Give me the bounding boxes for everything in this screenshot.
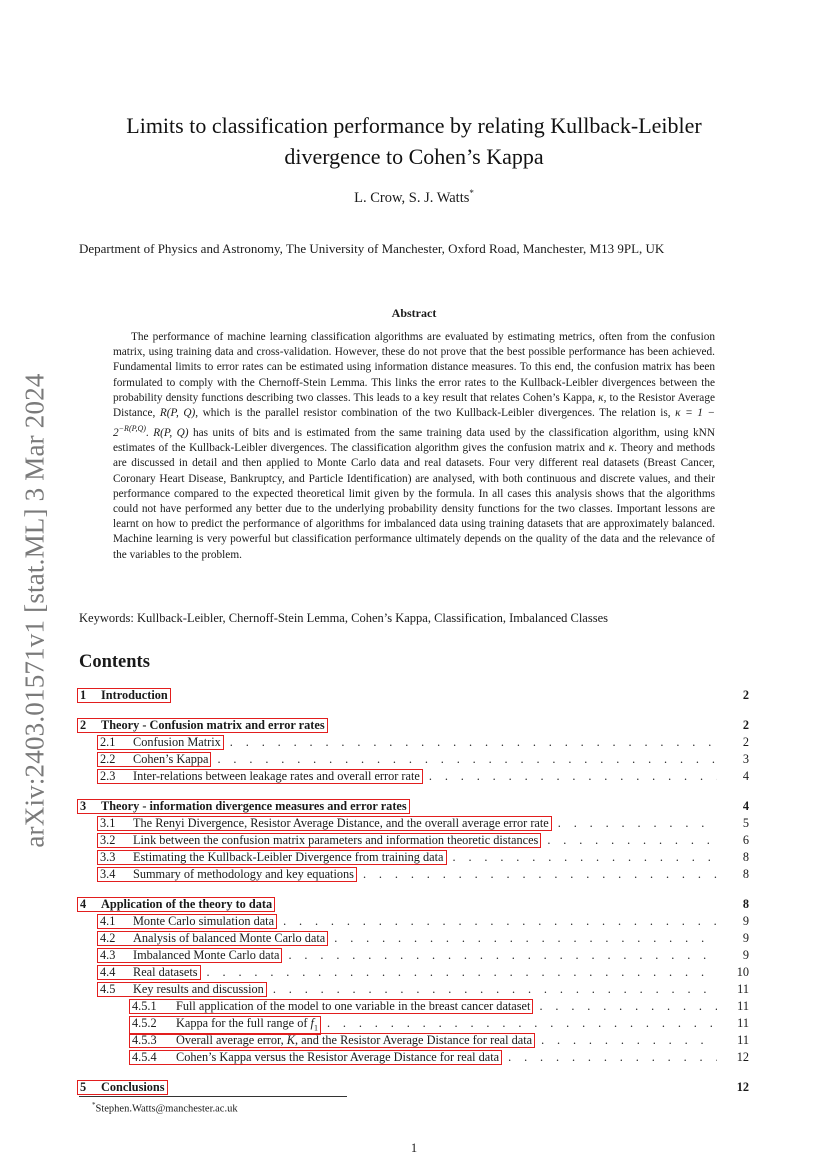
toc-entry-confusion-matrix[interactable] (79, 734, 749, 751)
toc-entry-balanced-mc[interactable] (79, 930, 749, 947)
toc-link[interactable]: 4.4 Real datasets (97, 965, 201, 980)
toc-page: 11 (737, 1016, 749, 1030)
toc-entry-imbalanced-mc[interactable] (79, 947, 749, 964)
footnote-divider (79, 1096, 347, 1097)
toc-page: 4 (742, 769, 749, 783)
toc-entry-kappa-range[interactable] (79, 1015, 749, 1032)
toc-page: 12 (736, 1050, 749, 1064)
toc-entry-cohens-kappa[interactable] (79, 751, 749, 768)
toc-link[interactable]: 3 Theory - information divergence measures and error rates (77, 799, 410, 814)
toc-link[interactable]: 4.1 Monte Carlo simulation data (97, 914, 277, 929)
toc-page: 2 (742, 718, 749, 732)
toc-page: 9 (742, 914, 749, 928)
toc-page: 8 (742, 897, 749, 911)
toc-link[interactable]: 2.3 Inter-relations between leakage rates and overall error rate (97, 769, 423, 784)
toc-entry-conclusions[interactable] (79, 1079, 749, 1096)
toc-link[interactable]: 3.2 Link between the confusion matrix parameters and information theoretic distances (97, 833, 541, 848)
toc-page: 3 (742, 752, 749, 766)
arxiv-identifier-stamp: arXiv:2403.01571v1 [stat.ML] 3 Mar 2024 (19, 372, 50, 848)
footnote-email[interactable]: Stephen.Watts@manchester.ac.uk (95, 1103, 238, 1115)
toc-entry-summary[interactable] (79, 866, 749, 883)
author-footnote-mark: * (469, 188, 474, 198)
toc-page: 4 (742, 799, 749, 813)
toc-link[interactable]: 1 Introduction (77, 688, 171, 703)
contents-heading: Contents (79, 652, 150, 672)
title-line-1: Limits to classification performance by relating Kullback-Leibler (126, 113, 702, 138)
toc-page: 12 (736, 1080, 749, 1094)
toc-page: 11 (737, 999, 749, 1013)
toc-page: 6 (742, 833, 749, 847)
authors: L. Crow, S. J. Watts* (354, 188, 474, 206)
toc-entry-theory-information[interactable] (79, 798, 749, 815)
toc-link[interactable]: 4.5.2 Kappa for the full range of $f_1$ (129, 1016, 321, 1035)
toc-link[interactable]: 4.2 Analysis of balanced Monte Carlo data (97, 931, 328, 946)
toc-page: 10 (736, 965, 749, 979)
toc-link[interactable]: 4.5.4 Cohen’s Kappa versus the Resistor Average Distance for real data (129, 1050, 502, 1065)
toc-link[interactable]: 4.3 Imbalanced Monte Carlo data (97, 948, 282, 963)
toc-entry-introduction[interactable] (79, 687, 749, 704)
toc-link[interactable]: 3.3 Estimating the Kullback-Leibler Divergence from training data (97, 850, 447, 865)
abstract-text: The performance of machine learning classification algorithms are evaluated by estimating metrics, often from the confusion matrix, using training data and cross-validation. However, these do not prove that the best possible performance has been achieved. Fundamental limits to error rates can be estimated using information distance measures. To this end, the confusion matrix has been formulated to comply with the Chernoff-Stein Lemma. This links the error rates to the Kullback-Leibler divergences between the probability density functions describing two classes. This leads to a key result that relates Cohen’s Kappa, κ, to the Resistor Average Distance, R(P, Q), which is the parallel resistor combination of the two Kullback-Leibler divergences. The relation is, $\kappa = 1 - 2^{-R(P,Q)}$. R(P, Q) has units of bits and is estimated from the same training data used by the classification algorithm, using kNN estimates of the Kullback-Leibler divergences. The classification algorithm gives the confusion matrix and κ. Theory and methods are discussed in detail and then applied to Monte Carlo data and real datasets. Four very different real datasets (Breast Cancer, Coronary Heart Disease, Bankruptcy, and Particle Identification) are analysed, with both continuous and discrete values, and their performance compared to the expected theoretical limit given by the formula. In all cases this analysis shows that the algorithms could not have performed any better due to the underlying probability density functions for the two classes. Important lessons are learnt on how to predict the performance of algorithms for imbalanced data using training datasets that are approximately balanced. Machine learning is very powerful but classification performance ultimately depends on the quality of the data and the relevance of the variables to the problem. (113, 331, 715, 561)
toc-link[interactable]: 3.4 Summary of methodology and key equations (97, 867, 357, 882)
toc-entry-monte-carlo-sim[interactable] (79, 913, 749, 930)
toc-entry-theory-confusion[interactable] (79, 717, 749, 734)
toc-link[interactable]: 2 Theory - Confusion matrix and error rates (77, 718, 328, 733)
abstract-heading: Abstract (391, 306, 437, 320)
page-number: 1 (410, 1141, 418, 1155)
toc-entry-application[interactable] (79, 896, 749, 913)
toc-page: 2 (742, 688, 749, 702)
title-line-2: divergence to Cohen’s Kappa (284, 144, 544, 169)
toc-entry-estimating-kl[interactable] (79, 849, 749, 866)
toc-page: 11 (737, 982, 749, 996)
toc-page: 9 (742, 931, 749, 945)
toc-link[interactable]: 4.5.3 Overall average error, K, and the Resistor Average Distance for real data (129, 1033, 535, 1048)
toc-page: 9 (742, 948, 749, 962)
toc-entry-kappa-vs-rad[interactable] (79, 1049, 749, 1066)
footnote (92, 1101, 238, 1115)
toc-link[interactable]: 2.2 Cohen’s Kappa (97, 752, 211, 767)
toc-page: 8 (742, 850, 749, 864)
toc-link[interactable]: 4.5.1 Full application of the model to one variable in the breast cancer dataset (129, 999, 533, 1014)
affiliation: Department of Physics and Astronomy, The University of Manchester, Oxford Road, Manchester, M13 9PL, UK (79, 241, 665, 256)
toc-page: 2 (742, 735, 749, 749)
toc-page: 11 (737, 1033, 749, 1047)
toc-link[interactable]: 5 Conclusions (77, 1080, 168, 1095)
toc-page: 8 (742, 867, 749, 881)
paper-title (80, 110, 748, 172)
toc-entry-key-results[interactable] (79, 981, 749, 998)
toc-entry-overall-average-error[interactable] (79, 1032, 749, 1049)
toc-entry-link-confusion[interactable] (79, 832, 749, 849)
toc-link[interactable]: 3.1 The Renyi Divergence, Resistor Average Distance, and the overall average error rate (97, 816, 552, 831)
toc-page: 5 (742, 816, 749, 830)
keywords: Keywords: Kullback-Leibler, Chernoff-Stein Lemma, Cohen’s Kappa, Classification, Imbalanced Classes (79, 611, 608, 625)
toc-entry-full-application[interactable] (79, 998, 749, 1015)
toc-entry-renyi[interactable] (79, 815, 749, 832)
table-of-contents (79, 687, 749, 1096)
toc-link[interactable]: 4 Application of the theory to data (77, 897, 275, 912)
toc-entry-real-datasets[interactable] (79, 964, 749, 981)
toc-entry-inter-relations[interactable] (79, 768, 749, 785)
toc-link[interactable]: 2.1 Confusion Matrix (97, 735, 224, 750)
footnote-mark: * (92, 1101, 96, 1109)
toc-link[interactable]: 4.5 Key results and discussion (97, 982, 267, 997)
